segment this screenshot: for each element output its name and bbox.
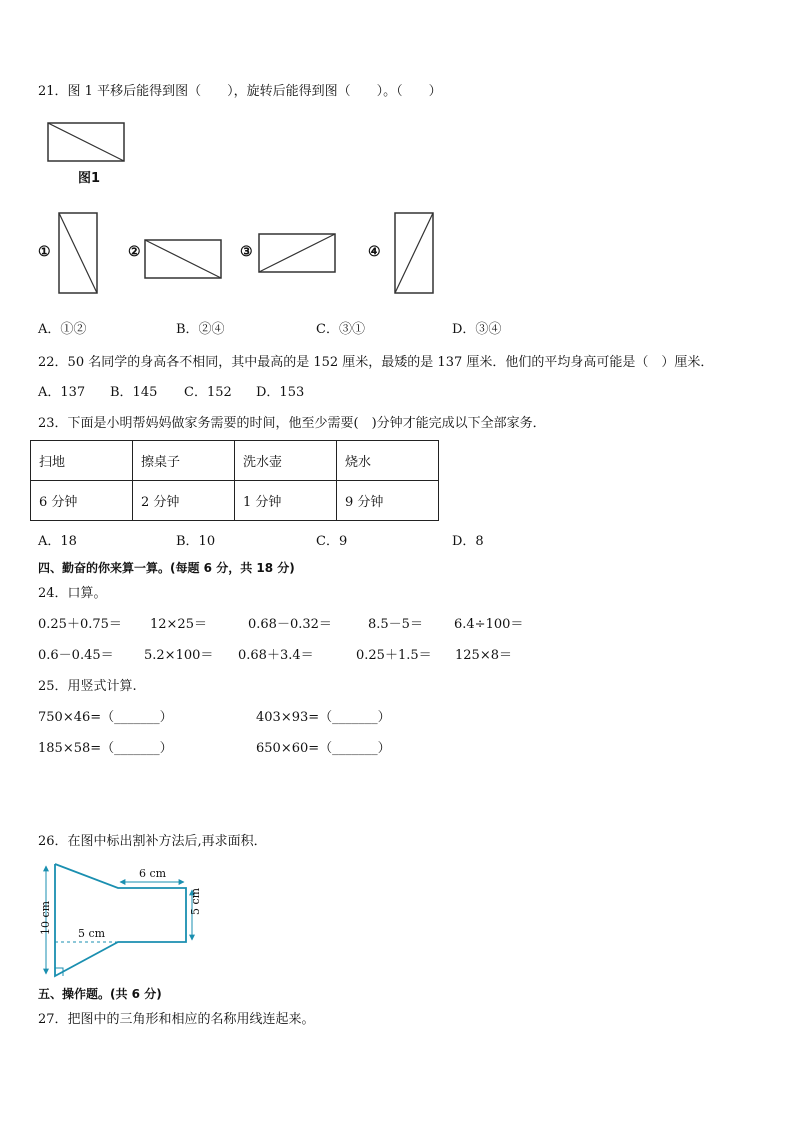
q24-item: 5.2×100＝ — [144, 648, 214, 663]
q25-title: 25．用竖式计算. — [38, 679, 137, 694]
q26-question: 26．在图中标出割补方法后,再求面积． — [38, 834, 267, 849]
table-cell-task: 烧水 — [337, 441, 439, 481]
q25-item[interactable]: 650×60=（_______） — [256, 741, 391, 756]
table-row — [31, 441, 439, 481]
q24-title: 24．口算。 — [38, 586, 107, 601]
option-1-figure — [55, 210, 105, 298]
option-mark-3: ③ — [240, 244, 253, 260]
q23-choice-a[interactable]: A．18 — [38, 534, 77, 549]
q24-item: 12×25＝ — [150, 617, 207, 632]
q25-item[interactable]: 185×58=（_______） — [38, 741, 173, 756]
option-mark-1: ① — [38, 244, 51, 260]
q24-item: 6.4÷100＝ — [454, 617, 524, 632]
table-cell-time: 6 分钟 — [31, 481, 133, 521]
table-cell-time: 9 分钟 — [337, 481, 439, 521]
q23-choice-b[interactable]: B．10 — [176, 534, 216, 549]
q23-choice-d[interactable]: D．8 — [452, 534, 484, 549]
q22-choice-b[interactable]: B．145 — [110, 385, 158, 400]
figure-1-rectangle — [40, 115, 140, 175]
q26-label-left: 10 cm — [39, 900, 52, 935]
q23-choice-c[interactable]: C．9 — [316, 534, 348, 549]
option-4-figure — [390, 210, 440, 298]
q24-item: 8.5－5＝ — [368, 617, 423, 632]
option-2-figure — [140, 236, 228, 284]
q24-item: 0.68＋3.4＝ — [238, 648, 314, 663]
option-3-figure — [254, 230, 342, 278]
q21-choice-d[interactable]: D．③④ — [452, 322, 502, 337]
q27-question: 27．把图中的三角形和相应的名称用线连起来。 — [38, 1012, 315, 1027]
q24-item: 0.68－0.32＝ — [248, 617, 332, 632]
chores-table — [30, 440, 439, 521]
q24-item: 0.6－0.45＝ — [38, 648, 114, 663]
table-cell-task: 洗水壶 — [235, 441, 337, 481]
q21-choice-a[interactable]: A．①② — [38, 322, 87, 337]
table-cell-time: 1 分钟 — [235, 481, 337, 521]
option-mark-4: ④ — [368, 244, 381, 260]
q24-item: 0.25＋0.75＝ — [38, 617, 122, 632]
q26-label-top: 6 cm — [139, 867, 167, 880]
table-cell-time: 2 分钟 — [133, 481, 235, 521]
q25-item[interactable]: 750×46=（_______） — [38, 710, 173, 725]
section-4-heading: 四、勤奋的你来算一算。(每题 6 分，共 18 分) — [38, 561, 295, 575]
q21-choice-c[interactable]: C．③① — [316, 322, 365, 337]
q22-choice-d[interactable]: D．153 — [256, 385, 305, 400]
table-row — [31, 481, 439, 521]
q22-choice-c[interactable]: C．152 — [184, 385, 232, 400]
q21-choice-b[interactable]: B．②④ — [176, 322, 225, 337]
q22-choice-a[interactable]: A．137 — [38, 385, 86, 400]
q25-item[interactable]: 403×93=（_______） — [256, 710, 391, 725]
figure-1-caption: 图1 — [78, 171, 101, 186]
q22-question: 22．50 名同学的身高各不相同，其中最高的是 152 厘米，最矮的是 137 厘米．他们的平均身高可能是（ ）厘米． — [38, 355, 714, 370]
q24-item: 0.25＋1.5＝ — [356, 648, 432, 663]
q23-question: 23．下面是小明帮妈妈做家务需要的时间，他至少需要( )分钟才能完成以下全部家务． — [38, 416, 546, 431]
q21-question: 21．图 1 平移后能得到图（ ），旋转后能得到图（ ）。（ ） — [38, 84, 442, 99]
q26-composite-figure — [30, 858, 230, 982]
option-mark-2: ② — [128, 244, 141, 260]
table-cell-task: 擦桌子 — [133, 441, 235, 481]
table-cell-task: 扫地 — [31, 441, 133, 481]
q24-item: 125×8＝ — [455, 648, 512, 663]
q26-label-right: 5 cm — [189, 887, 202, 915]
section-5-heading: 五、操作题。(共 6 分) — [38, 987, 162, 1001]
q26-label-inner: 5 cm — [78, 927, 106, 940]
